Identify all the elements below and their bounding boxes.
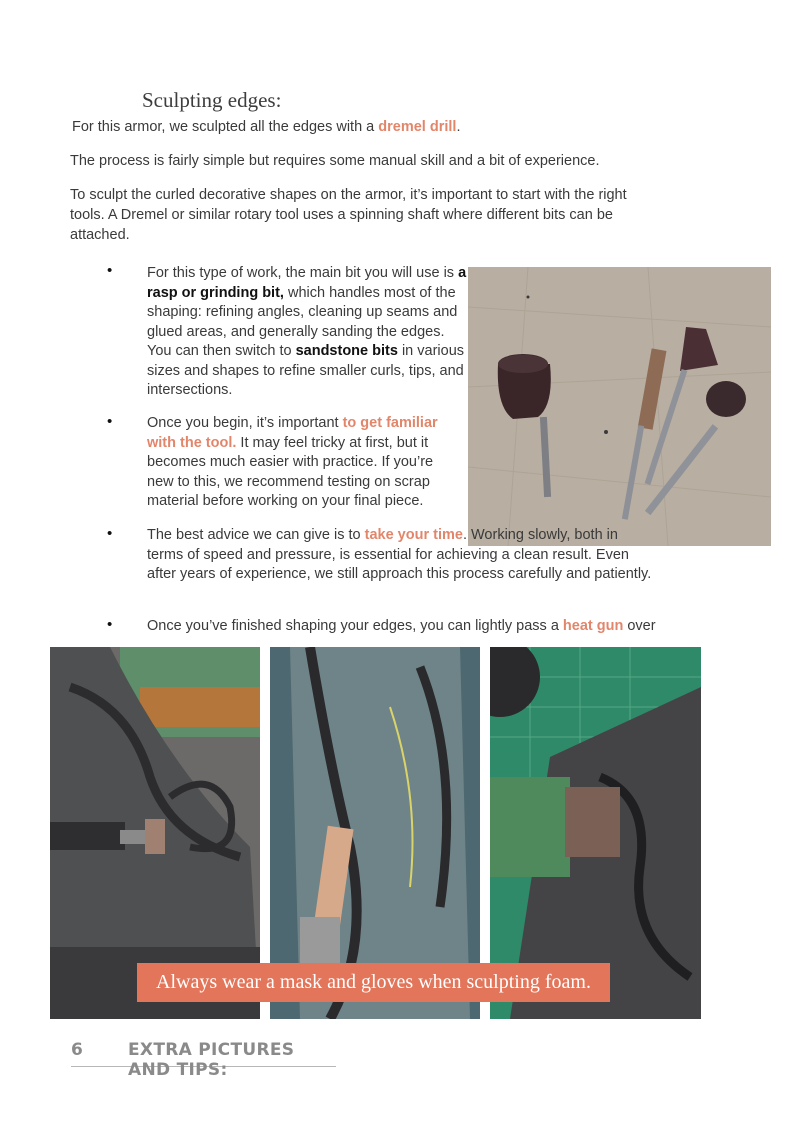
get-familiar-highlight: to get familiar with the tool. [147,415,438,451]
bullet-text: in various sizes and shapes to refine smaller curls, tips, and intersections. [147,343,465,398]
section-heading: Sculpting edges: [142,88,282,112]
bullet-text: . Working slowly, both in terms of speed and pressure, is essential for achieving a clean result. Even after years of experience, we still approach this process carefully and patiently. [147,527,652,582]
heat-gun-highlight: heat gun [562,618,624,634]
bullet-item-take-time [147,526,657,585]
bullet-item-heat-gun [147,617,707,637]
bullet-text: For this type of work, the main bit you will use is [147,265,459,281]
bullet-text: The best advice we can give is to [147,527,365,543]
intro-paragraph-3: To sculpt the curled decorative shapes on the armor, it’s important to start with the right tools. A Dremel or similar rotary tool uses a spinning shaft where different bits can be attached. [70,187,627,243]
bullet-marker: • [107,616,113,633]
intro-period: . [456,119,461,135]
take-your-time-highlight: take your time [364,527,463,543]
bullet-text: Once you’ve finished shaping your edges, you can lightly pass a [147,618,563,634]
intro-paragraph-1 [72,117,712,137]
bullet-text: which handles most of the shaping: refining angles, cleaning up seams and glued areas, and generally sanding the edges. You can then switch to [147,284,458,359]
footer-title: EXTRA PICTURES AND TIPS: [128,1040,295,1080]
rasp-bit-emphasis: a rasp or grinding bit, [147,265,467,301]
dremel-bits-photo [468,267,771,546]
page-number: 6 [71,1040,84,1060]
bullet-marker: • [107,262,113,279]
safety-banner: Always wear a mask and gloves when sculpting foam. [137,963,610,1002]
bullet-text: It may feel tricky at first, but it becomes much easier with practice. If you’re new to this, we recommend testing on scrap material before working on your final piece. [147,434,434,509]
bullet-item-rasp-bit [147,264,467,401]
bullet-marker: • [107,525,113,542]
bullet-marker: • [107,413,113,430]
bullet-item-familiar [147,414,457,512]
bullet-text: Once you begin, it’s important [147,415,343,431]
dremel-drill-highlight: dremel drill [378,119,457,135]
page-footer [71,1040,336,1080]
sandstone-bits-emphasis: sandstone bits [295,343,398,359]
intro-paragraph-2: The process is fairly simple but requires some manual skill and a bit of experience. [70,153,600,169]
intro-text: For this armor, we sculpted all the edges with a [72,119,379,135]
bullet-text: over [623,618,656,634]
